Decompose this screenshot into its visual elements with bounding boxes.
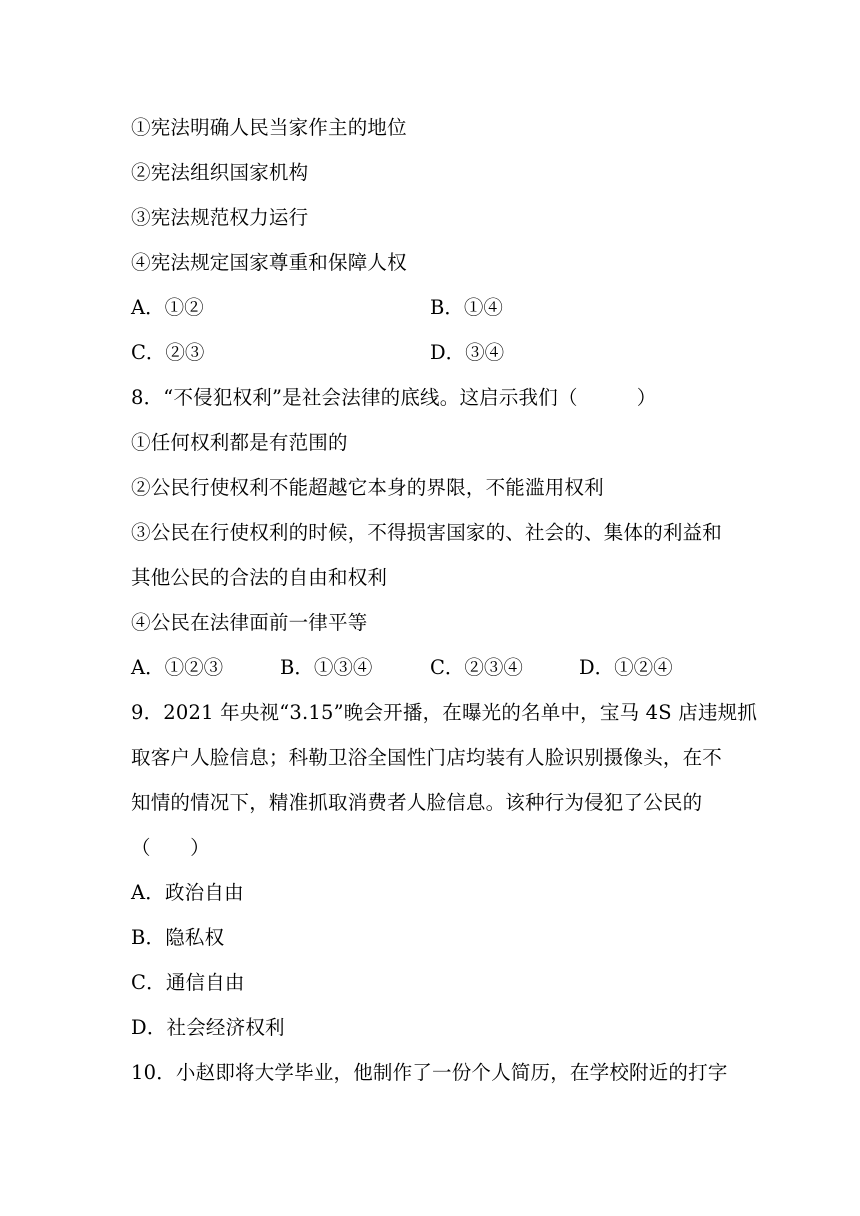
q7-item-1: ①宪法明确人民当家作主的地位 xyxy=(131,116,407,139)
q7-item-3: ③宪法规范权力运行 xyxy=(131,206,309,229)
q9-option-b: B．隐私权 xyxy=(131,926,225,949)
q8-option-b: B．①③④ xyxy=(280,656,373,679)
q8-option-a: A．①②③ xyxy=(131,656,224,679)
q8-item-3: ③公民在行使权利的时候，不得损害国家的、社会的、集体的利益和 xyxy=(131,521,723,544)
q7-option-a: A．①② xyxy=(131,296,204,319)
q8-item-4: ④公民在法律面前一律平等 xyxy=(131,611,368,634)
q8-item-3-cont: 其他公民的合法的自由和权利 xyxy=(131,566,388,589)
q8-option-d: D．①②④ xyxy=(579,656,673,679)
q8-option-c: C．②③④ xyxy=(430,656,523,679)
q9-option-a: A．政治自由 xyxy=(131,881,244,904)
q8-item-2: ②公民行使权利不能超越它本身的界限，不能滥用权利 xyxy=(131,476,604,499)
q9-option-d: D．社会经济权利 xyxy=(131,1016,285,1039)
q9-stem-line-1: 9．2021 年央视“3.15”晚会开播，在曝光的名单中，宝马 4S 店违规抓 xyxy=(131,701,758,724)
q8-item-1: ①任何权利都是有范围的 xyxy=(131,431,348,454)
q8-stem: 8．“不侵犯权利”是社会法律的底线。这启示我们（ ） xyxy=(131,386,657,409)
q10-stem: 10．小赵即将大学毕业，他制作了一份个人简历，在学校附近的打字 xyxy=(131,1061,728,1084)
q7-option-d: D．③④ xyxy=(430,341,505,364)
q7-item-2: ②宪法组织国家机构 xyxy=(131,161,309,184)
q9-stem-line-4: （ ） xyxy=(131,836,210,859)
q9-stem-line-3: 知情的情况下，精准抓取消费者人脸信息。该种行为侵犯了公民的 xyxy=(131,791,703,814)
q7-item-4: ④宪法规定国家尊重和保障人权 xyxy=(131,251,407,274)
q7-option-b: B．①④ xyxy=(430,296,503,319)
q9-option-c: C．通信自由 xyxy=(131,971,245,994)
q7-option-c: C．②③ xyxy=(131,341,205,364)
q9-stem-line-2: 取客户人脸信息；科勒卫浴全国性门店均装有人脸识别摄像头，在不 xyxy=(131,746,723,769)
